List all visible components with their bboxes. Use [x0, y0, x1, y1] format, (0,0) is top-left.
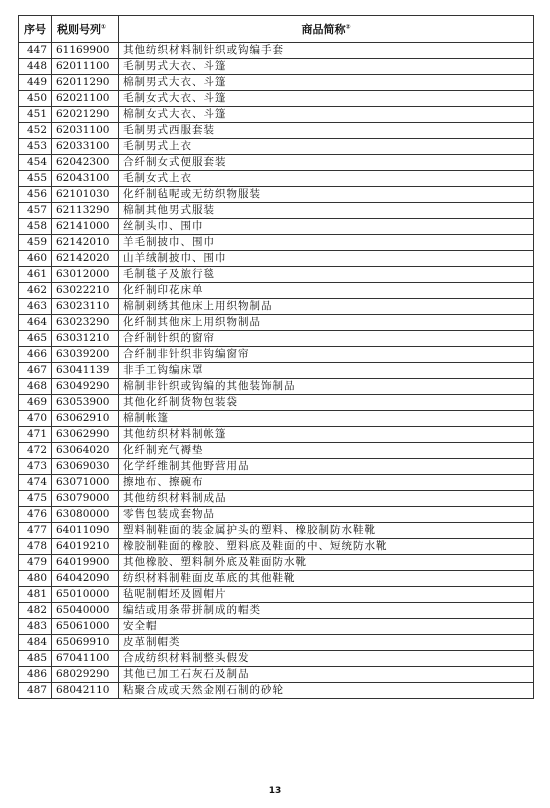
row-seq: 487 [19, 683, 52, 699]
row-seq: 468 [19, 379, 52, 395]
row-name: 合纤制非针织非钩编窗帘 [119, 347, 534, 363]
row-name: 粘聚合成或天然金刚石制的砂轮 [119, 683, 534, 699]
row-seq: 451 [19, 107, 52, 123]
table-row [19, 539, 534, 555]
row-name: 毛制毯子及旅行毯 [119, 267, 534, 283]
table-row [19, 379, 534, 395]
row-seq: 480 [19, 571, 52, 587]
table-row [19, 331, 534, 347]
row-seq: 465 [19, 331, 52, 347]
row-code: 62043100 [52, 171, 119, 187]
table-row [19, 683, 534, 699]
row-name: 棉制男式大衣、斗篷 [119, 75, 534, 91]
row-name: 棉制帐篷 [119, 411, 534, 427]
row-seq: 461 [19, 267, 52, 283]
table-row [19, 635, 534, 651]
row-code: 63012000 [52, 267, 119, 283]
row-name: 棉制女式大衣、斗篷 [119, 107, 534, 123]
row-code: 68029290 [52, 667, 119, 683]
row-seq: 453 [19, 139, 52, 155]
table-row [19, 91, 534, 107]
row-seq: 477 [19, 523, 52, 539]
row-seq: 481 [19, 587, 52, 603]
row-name: 塑料制鞋面的装金属护头的塑料、橡胶制防水鞋靴 [119, 523, 534, 539]
row-name: 山羊绒制披巾、围巾 [119, 251, 534, 267]
row-code: 63039200 [52, 347, 119, 363]
row-seq: 485 [19, 651, 52, 667]
table-row [19, 347, 534, 363]
row-seq: 447 [19, 43, 52, 59]
table-row [19, 651, 534, 667]
table-row [19, 299, 534, 315]
table-row [19, 619, 534, 635]
row-code: 64019210 [52, 539, 119, 555]
table-row [19, 235, 534, 251]
row-seq: 457 [19, 203, 52, 219]
row-name: 化纤制充气褥垫 [119, 443, 534, 459]
table-row [19, 427, 534, 443]
table-row [19, 411, 534, 427]
row-seq: 455 [19, 171, 52, 187]
row-seq: 475 [19, 491, 52, 507]
row-code: 65061000 [52, 619, 119, 635]
row-seq: 450 [19, 91, 52, 107]
row-name: 其他橡胶、塑料制外底及鞋面防水靴 [119, 555, 534, 571]
row-name: 毛制男式西服套装 [119, 123, 534, 139]
row-code: 65040000 [52, 603, 119, 619]
table-row [19, 571, 534, 587]
row-name: 化纤制其他床上用织物制品 [119, 315, 534, 331]
row-name: 纺织材料制鞋面皮革底的其他鞋靴 [119, 571, 534, 587]
row-name: 其他纺织材料制针织或钩编手套 [119, 43, 534, 59]
row-seq: 470 [19, 411, 52, 427]
header-code: 税则号列① [52, 16, 119, 43]
footnote-marker: ① [101, 22, 107, 30]
table-row [19, 555, 534, 571]
row-code: 62031100 [52, 123, 119, 139]
row-code: 63049290 [52, 379, 119, 395]
row-name: 非手工钩编床罩 [119, 363, 534, 379]
row-name: 毛制女式大衣、斗篷 [119, 91, 534, 107]
row-code: 62033100 [52, 139, 119, 155]
row-name: 皮革制帽类 [119, 635, 534, 651]
row-name: 其他纺织材料制成品 [119, 491, 534, 507]
row-seq: 484 [19, 635, 52, 651]
row-seq: 460 [19, 251, 52, 267]
row-code: 61169900 [52, 43, 119, 59]
table-row [19, 219, 534, 235]
row-seq: 458 [19, 219, 52, 235]
row-name: 毛制女式上衣 [119, 171, 534, 187]
row-code: 63053900 [52, 395, 119, 411]
row-name: 化纤制印花床单 [119, 283, 534, 299]
row-name: 毛制男式大衣、斗篷 [119, 59, 534, 75]
row-code: 63071000 [52, 475, 119, 491]
row-seq: 474 [19, 475, 52, 491]
row-code: 63023290 [52, 315, 119, 331]
row-seq: 456 [19, 187, 52, 203]
table-row [19, 459, 534, 475]
row-name: 毛制男式上衣 [119, 139, 534, 155]
table-row [19, 139, 534, 155]
table-row [19, 155, 534, 171]
table-row [19, 491, 534, 507]
row-seq: 467 [19, 363, 52, 379]
row-name: 丝制头巾、围巾 [119, 219, 534, 235]
row-seq: 466 [19, 347, 52, 363]
row-code: 63041139 [52, 363, 119, 379]
table-row [19, 107, 534, 123]
row-code: 63031210 [52, 331, 119, 347]
row-name: 化学纤维制其他野营用品 [119, 459, 534, 475]
table-row [19, 171, 534, 187]
header-seq: 序号 [19, 16, 52, 43]
row-code: 63062990 [52, 427, 119, 443]
table-row [19, 75, 534, 91]
row-seq: 479 [19, 555, 52, 571]
row-code: 62142010 [52, 235, 119, 251]
row-name: 棉制非针织或钩编的其他装饰制品 [119, 379, 534, 395]
row-seq: 483 [19, 619, 52, 635]
row-code: 64011090 [52, 523, 119, 539]
row-seq: 459 [19, 235, 52, 251]
row-name: 合纤制女式便服套装 [119, 155, 534, 171]
row-code: 62142020 [52, 251, 119, 267]
row-code: 62021100 [52, 91, 119, 107]
row-seq: 471 [19, 427, 52, 443]
table-row [19, 507, 534, 523]
table-row [19, 203, 534, 219]
row-seq: 454 [19, 155, 52, 171]
row-seq: 463 [19, 299, 52, 315]
footnote-marker: ② [345, 22, 351, 30]
table-row [19, 443, 534, 459]
row-seq: 482 [19, 603, 52, 619]
row-code: 63064020 [52, 443, 119, 459]
row-name: 合纤制针织的窗帘 [119, 331, 534, 347]
row-name: 羊毛制披巾、围巾 [119, 235, 534, 251]
row-name: 合成纺织材料制整头假发 [119, 651, 534, 667]
row-code: 62011290 [52, 75, 119, 91]
row-code: 62021290 [52, 107, 119, 123]
table-row [19, 283, 534, 299]
row-seq: 473 [19, 459, 52, 475]
table-row [19, 395, 534, 411]
row-name: 化纤制毡呢或无纺织物服装 [119, 187, 534, 203]
table-row [19, 59, 534, 75]
row-name: 其他纺织材料制帐篷 [119, 427, 534, 443]
table-row [19, 315, 534, 331]
row-name: 擦地布、擦碗布 [119, 475, 534, 491]
row-code: 63079000 [52, 491, 119, 507]
row-code: 62113290 [52, 203, 119, 219]
row-code: 62042300 [52, 155, 119, 171]
row-code: 68042110 [52, 683, 119, 699]
row-code: 63080000 [52, 507, 119, 523]
row-name: 零售包装成套物品 [119, 507, 534, 523]
table-row [19, 667, 534, 683]
row-code: 65010000 [52, 587, 119, 603]
table-row [19, 251, 534, 267]
row-code: 67041100 [52, 651, 119, 667]
row-code: 63062910 [52, 411, 119, 427]
row-code: 64042090 [52, 571, 119, 587]
table-row [19, 43, 534, 59]
row-code: 65069910 [52, 635, 119, 651]
row-code: 62101030 [52, 187, 119, 203]
header-name: 商品简称② [119, 16, 534, 43]
row-name: 其他已加工石灰石及制品 [119, 667, 534, 683]
table-row [19, 363, 534, 379]
row-name: 棉制刺绣其他床上用织物制品 [119, 299, 534, 315]
table-row [19, 523, 534, 539]
table-row [19, 187, 534, 203]
table-body [19, 43, 534, 699]
row-name: 其他化纤制货物包装袋 [119, 395, 534, 411]
table-row [19, 475, 534, 491]
row-name: 编结或用条带拼制成的帽类 [119, 603, 534, 619]
table-header-row [19, 16, 534, 43]
row-seq: 476 [19, 507, 52, 523]
tariff-table [18, 15, 534, 699]
row-code: 63022210 [52, 283, 119, 299]
row-seq: 452 [19, 123, 52, 139]
row-code: 62141000 [52, 219, 119, 235]
table-row [19, 267, 534, 283]
row-seq: 449 [19, 75, 52, 91]
row-code: 62011100 [52, 59, 119, 75]
row-seq: 462 [19, 283, 52, 299]
row-seq: 472 [19, 443, 52, 459]
row-name: 棉制其他男式服装 [119, 203, 534, 219]
row-name: 安全帽 [119, 619, 534, 635]
row-seq: 486 [19, 667, 52, 683]
row-code: 63069030 [52, 459, 119, 475]
row-seq: 469 [19, 395, 52, 411]
row-code: 64019900 [52, 555, 119, 571]
row-seq: 464 [19, 315, 52, 331]
table-row [19, 587, 534, 603]
row-name: 毡呢制帽坯及圆帽片 [119, 587, 534, 603]
page-number: 13 [268, 786, 282, 796]
table-row [19, 123, 534, 139]
row-seq: 478 [19, 539, 52, 555]
row-seq: 448 [19, 59, 52, 75]
row-name: 橡胶制鞋面的橡胶、塑料底及鞋面的中、短统防水靴 [119, 539, 534, 555]
table-row [19, 603, 534, 619]
row-code: 63023110 [52, 299, 119, 315]
